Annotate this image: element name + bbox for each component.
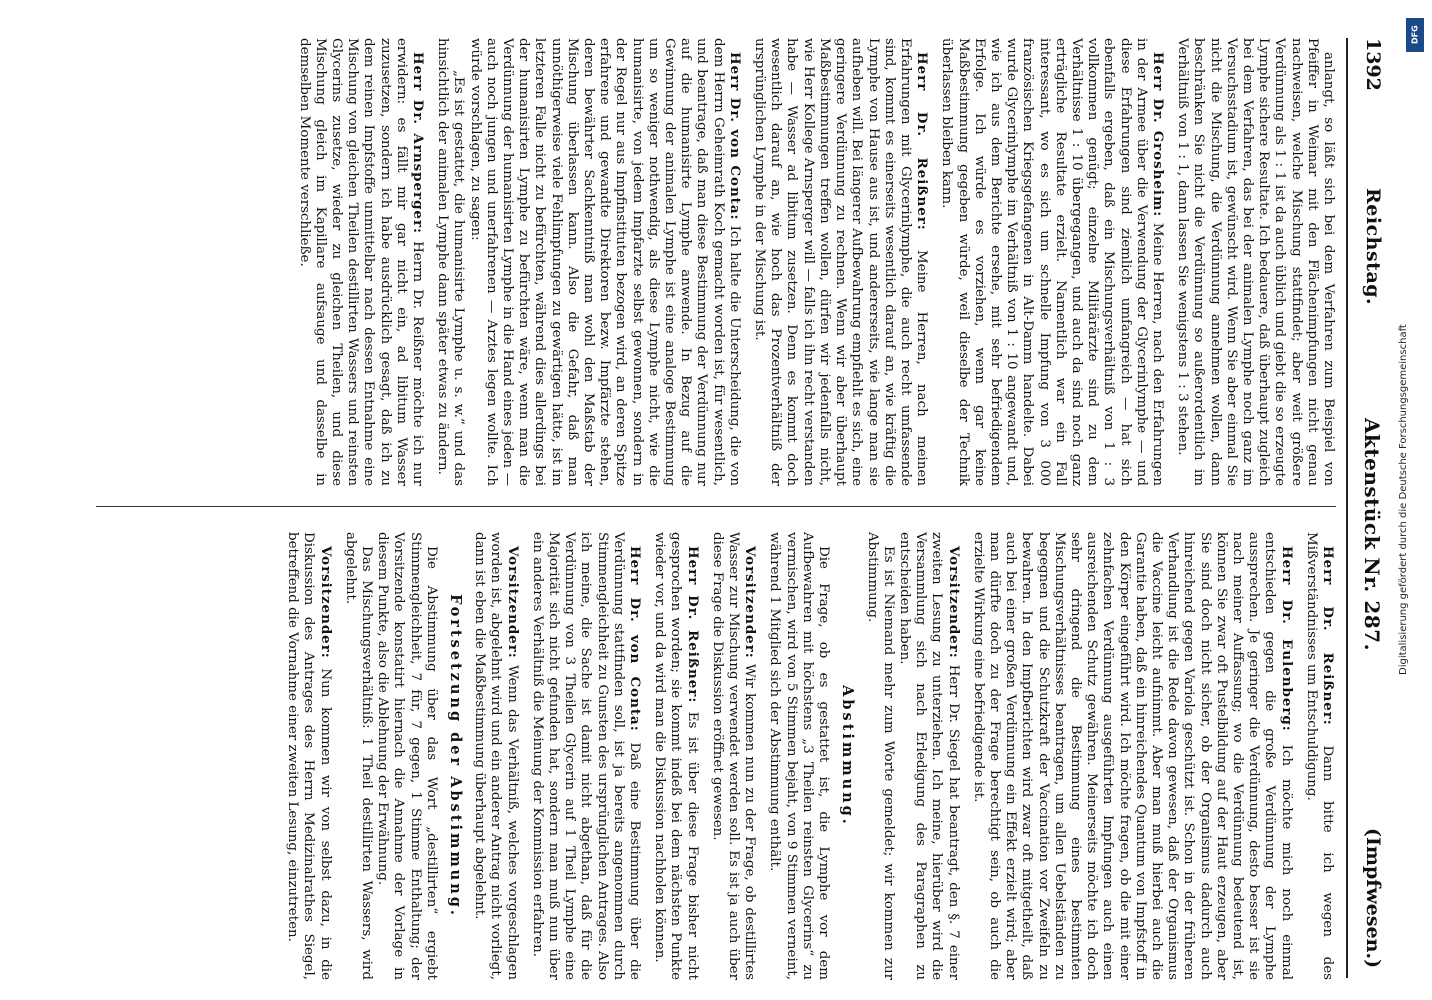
paragraph [466,38,742,486]
column-divider [96,506,1336,507]
paragraph [709,532,759,980]
digitization-credit: Digitalisierung gefördert durch die Deutsche Forschungsgemeinschaft [1398,324,1409,676]
left-column [295,38,1336,486]
quoted-proposal: „Es ist gestattet, die humanisirte Lymphe u. s. w.“ und das hinsichtlich der animalen Lymphe dann später etwas zu ändern. [435,38,467,486]
paragraph [751,38,930,486]
speaker-name: Herr Dr. Eulenberg: [1278,546,1295,732]
speaker-name: Vorsitzender: [504,546,521,659]
speech-text: Dann bitte ich wegen des Mißverständnisses um Entschuldigung. [1303,532,1335,980]
speech-text: Es ist über diese Frage bisher nicht gesprochen worden; sie kommt indeß bei dem nächsten Punkte wieder vor, und da wird man die Diskussion nachholen können. [652,532,700,980]
paragraph [284,532,334,980]
speaker-name: Vorsitzender: [945,546,962,659]
speaker-name: Vorsitzender: [742,546,759,659]
speaker-name: Herr Dr. Reißner: [1320,546,1336,726]
speaker-name: Herr Dr. Reißner: [684,546,701,704]
right-column [284,532,1336,980]
paragraph [529,532,643,980]
paragraph [471,532,521,980]
paragraph: Es ist Niemand mehr zum Worte gemeldet; wir kommen zur Abstimmung. [864,532,896,980]
header-rule [1346,38,1348,978]
speaker-name: Herr Dr. Arnsperger: [410,52,427,234]
speech-text: Wir kommen nun zu der Frage, ob destillirtes Wasser zur Mischung verwendet werden soll. Es ist ja auch über diese Frage die Diskussion eröffnet gewesen. [709,532,758,980]
paragraph [295,38,426,486]
page-number: 1392 [1362,38,1384,91]
paragraph [651,532,701,980]
speech-text: Ich möchte mich noch einmal entschieden gegen die große Verdünnung der Lymphe aussprechen. Je geringer die Verdünnung, desto besser ist sie nach meiner Auffassung; wo die Verdünnung bedeutend ist, können Sie zwar oft Pustelbildung auf der Haut erzeugen, aber Sie sind doch nicht sicher, ob der Organismus dadurch auch hinreichend gegen Variola geschützt ist. Schon in der früheren Verhandlung ist die Rede davon gewesen, daß der Organismus die Vaccine leicht aufnimmt. Aber man muß hierbei auch die Garantie haben, daß ein hinreichendes Quantum von Impfstoff in den Körper eingeführt wird. Ich möchte fragen, ob die mit einer zehnfachen Verdünnung ausgeführten Impfungen auch einen ausreichenden Schutz gewähren. Meinerseits möchte ich doch sehr dringend die Bestimmung eines bestimmten Mischungsverhältnisses beantragen, um allen Uebelständen zu begegnen und die Schutzkraft der Vaccination vor Zweifeln zu bewahren. In den Impfberichten wird zwar oft mitgetheilt, daß auch bei einer großen Verdünnung ein Effekt erzielt wird; aber man dürfte doch zu der Frage berechtigt sein, ob auch die erzielte Wirkung eine befriedigende ist. [970,532,1294,981]
speech-text: Herrn Dr. Reißner möchte ich nur erwidern: es fällt mir gar nicht ein, ad libitum Wasser zuzusetzen, sondern ich habe ausdrücklich gesagt, daß ich zu dem reinen Impfstoffe unmittelbar nach dessen Entnahme eine Mischung von gleichen Theilen destillirten Wassers und reinsten Glycerins zusetze, wieder zu gleichen Theilen, und diese Mischung gleich im Kapillare aufsauge und dasselbe in demselben Momente verschließe. [296,38,426,486]
section-heading: Fortsetzung der Abstimmung. [447,594,465,918]
speech-text: Nun kommen wir von selbst dazu, in die Diskussion des Antrages des Herrn Medizinalrathes Siegel, betreffend die Vornahme einer zweiten Lesung, einzutreten. [285,532,333,980]
paragraph [1303,532,1336,980]
paragraph: Das Mischungsverhältniß: 1 Theil destillirten Wassers, wird abgelehnt. [342,532,375,980]
speech-text: Herr Dr. Siegel hat beantragt, den §. 7 einer zweiten Lesung zu unterziehen. Ich meine, hierüber wird die Versammlung sich nach Erledigung des Paragraphen zu entscheiden haben. [896,532,961,980]
section-heading: Abstimmung. [839,685,857,827]
paragraph [896,532,962,980]
page-title: Aktenstück Nr. 287. [1360,418,1384,652]
speaker-name: Vorsitzender: [317,546,334,659]
paragraph [970,532,1295,980]
speech-text: Wenn das Verhältniß, welches vorgeschlagen worden ist, abgelehnt wird und ein anderer Antrag nicht vorliegt, dann ist eben die Maßbestimmung überhaupt abgelehnt. [472,532,520,980]
speaker-name: Herr Dr. Reißner: [914,52,931,231]
page-header [1356,38,1390,978]
speaker-name: Herr Dr. von Conta: [726,52,743,221]
paragraph: Die Abstimmung über das Wort „destillirten“ ergiebt Stimmengleichheit, 7 für, 7 gegen, 1 Stimme Enthaltung; der Vorsitzende konstatirt hiernach die Annahme der Vorlage in diesem Punkte, also die Ablehnung der Erwähnung. [375,532,439,980]
paragraph: anlangt, so läßt sich bei dem Verfahren zum Beispiel von Pfeiffer in Weimar mit den Flächenimpfungen nicht genau nachweisen, welche Mischung stattfindet; aber weit größere Verdünnung als 1 : 1 ist da auch üblich und giebt die so erzeugte Lymphe sichere Resultate. Ich bedauere, daß überhaupt zugleich bei dem Verfahren, das bei der animalen Lymphe noch ganz im Versuchsstadium ist, gewünscht wird. Wenn Sie aber einmal Sie nicht die Mischung, die Verdünnung annehmen wollen, dann beschränken Sie nicht die Verdünnung so außerordentlich im Verhältniß von 1 : 1, dann lassen Sie wenigstens 1 : 3 stehen. [1175,38,1336,486]
speech-text: Ich halte die Unterscheidung, die von dem Herrn Geheimrath Koch gemacht worden ist, für wesentlich, und beantrage, daß man diese Bestimmung der Verdünnung nur auf die humanisirte Lymphe anwende. In Bezug auf die Gewinnung der animalen Lymphe ist eine analoge Bestimmung um so weniger nothwendig, als diese Lymphe nicht, wie die humanisirte, von jedem Impfarzte selbst gewonnen, sondern in der Regel nur aus Impfinstituten bezogen wird, an deren Spitze erfahrene und gewandte Direktoren bezw. Impfärzte stehen, deren bewährter Sachkenntniß man wohl den Maßstab der Mischung überlassen kann. Also die Gefahr, daß man unnöthigerweise viele Fehlimpfungen zu gewärtigen hätte, ist im letzteren Falle nicht zu befürchten, während dies allerdings bei der humanisirten Lymphe zu befürchten wäre, wenn man die Verdünnung der humanisirten Lymphe in die Hand eines jeden — auch noch jungen und unerfahrenen — Arztes legen wollte. Ich würde vorschlagen, zu sagen: [467,38,742,486]
speech-text: Daß eine Bestimmung über die Verdünnung stattfinden soll, ist ja bereits angenommen durch Stimmengleichheit zu Gunsten des ursprünglichen Antrages. Also ich meine, die Sache ist damit nicht abgethan, daß für die Verdünnung von 3 Theilen Glycerin auf 1 Theil Lymphe eine Majorität sich nicht gefunden hat, sondern man muß nun über ein anderes Verhältniß die Meinung der Kommission erfahren. [529,532,643,981]
header-right: (Impfwesen.) [1362,828,1384,969]
dfg-logo: DFG [1406,18,1424,52]
speaker-name: Herr Dr. Grosheim: [1149,52,1166,218]
speaker-name: Herr Dr. von Conta: [627,546,644,732]
speech-text: Meine Herren, nach meinen Erfahrungen mit Glycerinlymphe, die auch recht umfassende sind, kommt es einerseits wesentlich darauf an, wie kräftig die Lymphe von Hause aus ist, und andererseits, wie lange man sie aufheben will. Bei längerer Aufbewahrung empfiehlt es sich, eine geringere Verdünnung zu rechnen. Wenn wir aber überhaupt Maßbestimmungen treffen wollen, dürfen wir jedenfalls nicht, wie Herr Kollege Arnsperger will — falls ich ihn recht verstanden habe — Wasser ad libitum zusetzen. Denn es kommt doch wesentlich darauf an, wie hoch das Prozentverhältniß der ursprünglichen Lymphe in der Mischung ist. [752,38,930,487]
paragraph: Die Frage, ob es gestattet ist, die Lymphe vor dem Aufbewahren mit höchstens „3 Theilen reinsten Glycerins“ zu vermischen, wird von 5 Stimmen bejaht, von 9 Stimmen verneint, während 1 Mitglied sich der Abstimmung enthält. [767,532,832,980]
speech-text: Meine Herren, nach den Erfahrungen in der Armee über die Verwendung der Glycerinlymphe — und diese Erfahrungen sind ziemlich umfangreich — hat sich ebenfalls ergeben, daß ein Mischungsverhältniß von 1 : 3 vollkommen genügt; einzelne Militärärzte sind zu dem Verhältnisse 1 : 10 übergegangen, und auch da sind noch ganz erträgliche Resultate erzielt. Namentlich war ein Fall interessant, wo es sich um schnelle Impfung von 3 000 französischen Kriegsgefangenen in Alt-Damm handelte. Dabei wurde Glycerinlymphe im Verhältniß von 1 : 10 angewandt und, wie ich aus dem Berichte ersehe, mit sehr befriedigendem Erfolge. Ich würde es vorziehen, wenn gar keine Maßbestimmung gegeben würde, weil dieselbe der Technik überlassen bleiben kann. [939,38,1165,486]
header-left: Reichstag. [1362,188,1384,306]
paragraph [938,38,1166,486]
